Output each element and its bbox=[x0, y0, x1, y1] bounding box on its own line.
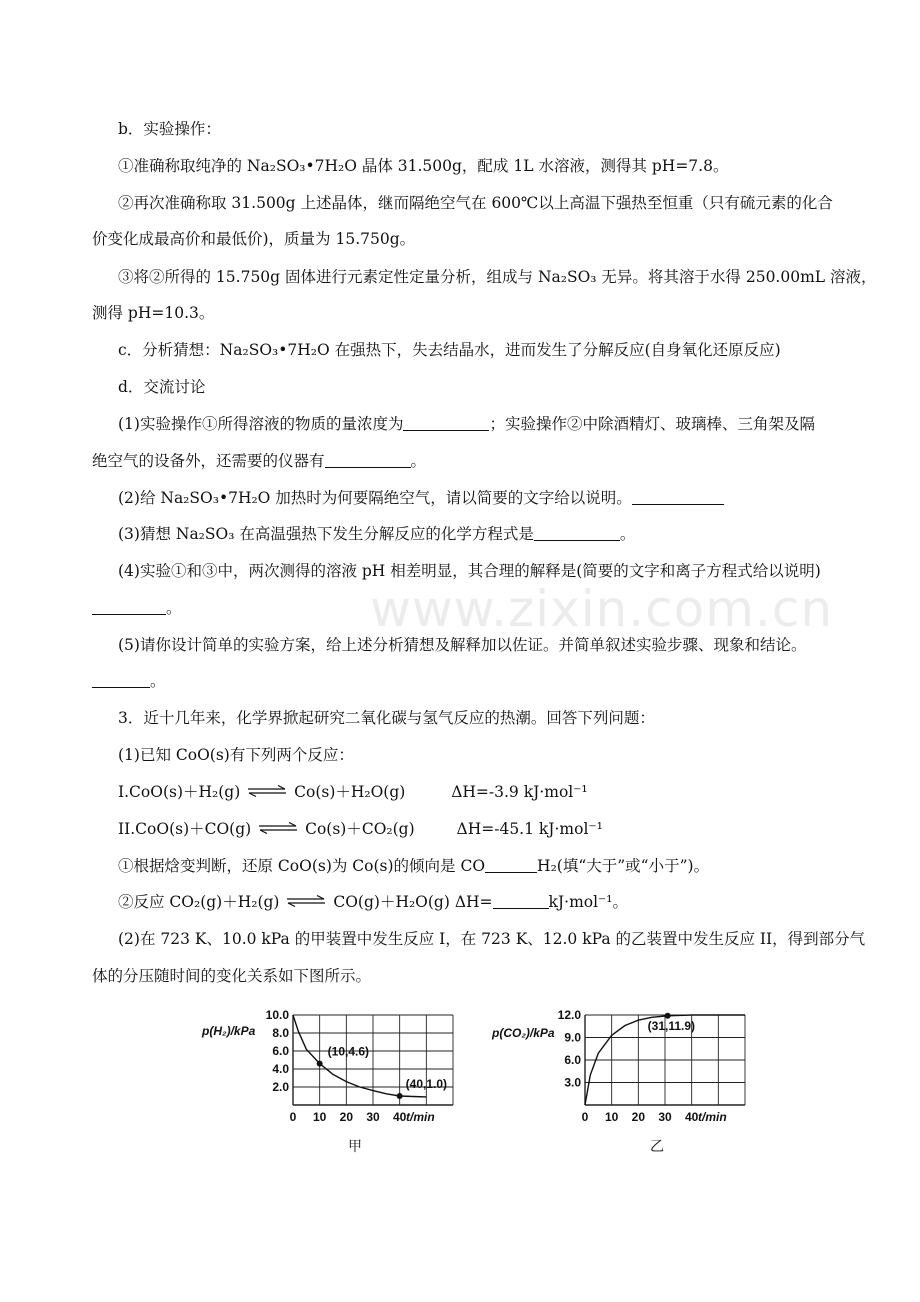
section-b-heading: b．实验操作： bbox=[118, 120, 221, 138]
part-2-line1: (2)在 723 K、10.0 kPa 的甲装置中发生反应 I，在 723 K、12.0 kPa 的乙装置中发生反应 II，得到部分气 bbox=[118, 930, 866, 948]
question-3-text: (3)猜想 Na₂SO₃ 在高温强热下发生分解反应的化学方程式是 bbox=[118, 525, 534, 543]
x-tick-label: 30 bbox=[366, 1110, 380, 1124]
reaction-II bbox=[118, 818, 603, 840]
operation-3-line1: ③将②所得的 15.750g 固体进行元素定性定量分析，组成与 Na₂SO₃ 无异。将其溶于水得 250.00mL 溶液， bbox=[118, 268, 877, 286]
question-5-end: 。 bbox=[150, 672, 166, 690]
y-tick-label: 2.0 bbox=[272, 1080, 289, 1094]
y-tick-label: 12.0 bbox=[557, 1008, 581, 1022]
reaction-I-right: Co(s)＋H₂O(g) bbox=[294, 783, 406, 801]
subquestion-2-end: kJ·mol⁻¹。 bbox=[548, 893, 628, 911]
chart-yi bbox=[490, 1005, 760, 1130]
y-tick-label: 10.0 bbox=[265, 1008, 289, 1022]
question-1-text-a: (1)实验操作①所得溶液的物质的量浓度为 bbox=[118, 415, 404, 433]
question-1-text-b: ；实验操作②中除酒精灯、玻璃棒、三角架及隔 bbox=[489, 415, 815, 433]
subquestion-1 bbox=[118, 855, 709, 877]
question-4-line1: (4)实验①和③中，两次测得的溶液 pH 相差明显，其合理的解释是(简要的文字和离子方程式给以说明) bbox=[118, 562, 821, 580]
answer-blank[interactable] bbox=[325, 451, 411, 468]
equilibrium-arrow-icon bbox=[258, 822, 298, 834]
operation-3-line2: 测得 pH=10.3。 bbox=[92, 304, 215, 322]
chart-jia bbox=[198, 1005, 468, 1130]
x-tick-label: 0 bbox=[289, 1110, 297, 1124]
chart-jia-caption: 甲 bbox=[348, 1139, 362, 1155]
question-5-line1: (5)请你设计简单的实验方案，给上述分析猜想及解释加以佐证。并简单叙述实验步骤、现象和结论。 bbox=[118, 636, 807, 654]
y-tick-label: 3.0 bbox=[564, 1075, 581, 1090]
y-axis-label: p(H₂)/kPa bbox=[202, 1024, 256, 1038]
operation-2-line2: 价变化成最高价和最低价)，质量为 15.750g。 bbox=[92, 230, 416, 248]
x-tick-label: 30 bbox=[658, 1110, 672, 1124]
answer-blank[interactable] bbox=[632, 488, 724, 505]
reaction-I bbox=[118, 781, 588, 803]
reaction-II-left: II.CoO(s)＋CO(g) bbox=[118, 820, 252, 838]
question-1-line1 bbox=[118, 413, 815, 435]
x-tick-label: 40 bbox=[392, 1110, 407, 1124]
y-tick-label: 8.0 bbox=[272, 1026, 289, 1040]
answer-blank[interactable] bbox=[493, 892, 549, 909]
reaction-I-left: I.CoO(s)＋H₂(g) bbox=[118, 783, 241, 801]
y-tick-label: 6.0 bbox=[272, 1044, 289, 1058]
question-5-line2 bbox=[92, 670, 166, 692]
reaction-II-enthalpy: ΔH=-45.1 kJ·mol⁻¹ bbox=[456, 820, 603, 838]
chart-yi-caption: 乙 bbox=[650, 1139, 664, 1155]
data-point-label: (31,11.9) bbox=[647, 1018, 696, 1033]
section-c: c．分析猜想：Na₂SO₃•7H₂O 在强热下，失去结晶水，进而发生了分解反应(自身氧化还原反应) bbox=[118, 341, 781, 359]
x-axis-label: t/min bbox=[698, 1110, 727, 1124]
answer-blank[interactable] bbox=[403, 414, 489, 431]
answer-blank[interactable] bbox=[485, 856, 537, 873]
x-tick-label: 10 bbox=[312, 1110, 327, 1124]
x-tick-label: 40 bbox=[684, 1110, 699, 1124]
x-tick-label: 20 bbox=[631, 1110, 646, 1124]
question-3 bbox=[118, 523, 635, 545]
y-tick-label: 6.0 bbox=[564, 1053, 581, 1067]
subquestion-1-end: H₂(填“大于”或“小于”)。 bbox=[537, 857, 710, 875]
data-point bbox=[317, 1061, 323, 1067]
y-tick-label: 4.0 bbox=[272, 1062, 289, 1076]
problem-3-intro: 3．近十几年来，化学界掀起研究二氧化碳与氢气反应的热潮。回答下列问题： bbox=[118, 709, 655, 727]
x-tick-label: 10 bbox=[604, 1110, 619, 1124]
subquestion-1-text: ①根据焓变判断，还原 CoO(s)为 Co(s)的倾向是 CO bbox=[118, 857, 486, 875]
y-tick-label: 9.0 bbox=[564, 1030, 581, 1045]
equilibrium-arrow-icon bbox=[247, 785, 287, 797]
x-axis-label: t/min bbox=[406, 1110, 435, 1124]
answer-blank[interactable] bbox=[92, 671, 150, 688]
question-4-line2 bbox=[92, 597, 182, 619]
subquestion-2-text-b: CO(g)＋H₂O(g) ΔH= bbox=[333, 893, 493, 911]
question-3-end: 。 bbox=[619, 525, 636, 543]
equilibrium-arrow-icon bbox=[286, 895, 326, 907]
question-1-text-d: 。 bbox=[410, 452, 427, 470]
data-point-label: (10,4.6) bbox=[327, 1044, 370, 1059]
data-point-label: (40,1.0) bbox=[405, 1077, 448, 1091]
subquestion-2 bbox=[118, 891, 628, 913]
answer-blank[interactable] bbox=[92, 598, 166, 615]
watermark: www.zixin.com.cn bbox=[370, 580, 834, 638]
question-1-line2 bbox=[92, 450, 426, 472]
question-2-text: (2)给 Na₂SO₃•7H₂O 加热时为何要隔绝空气，请以简要的文字给以说明。 bbox=[118, 489, 632, 507]
subquestion-2-text-a: ②反应 CO₂(g)＋H₂(g) bbox=[118, 893, 280, 911]
answer-blank[interactable] bbox=[534, 524, 620, 541]
section-d-heading: d．交流讨论 bbox=[118, 378, 206, 396]
question-4-end: 。 bbox=[166, 599, 182, 617]
problem-3-part-1: (1)已知 CoO(s)有下列两个反应： bbox=[118, 746, 354, 764]
x-tick-label: 20 bbox=[339, 1110, 354, 1124]
data-point bbox=[397, 1093, 403, 1099]
y-axis-label: p(CO₂)/kPa bbox=[492, 1026, 555, 1040]
operation-1: ①准确称取纯净的 Na₂SO₃•7H₂O 晶体 31.500g，配成 1L 水溶液，测得其 pH=7.8。 bbox=[118, 157, 729, 175]
x-tick-label: 0 bbox=[581, 1110, 589, 1124]
question-1-text-c: 绝空气的设备外，还需要的仪器有 bbox=[92, 452, 325, 470]
part-2-line2: 体的分压随时间的变化关系如下图所示。 bbox=[92, 967, 372, 985]
reaction-II-right: Co(s)＋CO₂(g) bbox=[305, 820, 415, 838]
question-2 bbox=[118, 487, 724, 509]
operation-2-line1: ②再次准确称取 31.500g 上述晶体，继而隔绝空气在 600℃以上高温下强热至恒重（只有硫元素的化合 bbox=[118, 194, 833, 212]
reaction-I-enthalpy: ΔH=-3.9 kJ·mol⁻¹ bbox=[451, 783, 588, 801]
